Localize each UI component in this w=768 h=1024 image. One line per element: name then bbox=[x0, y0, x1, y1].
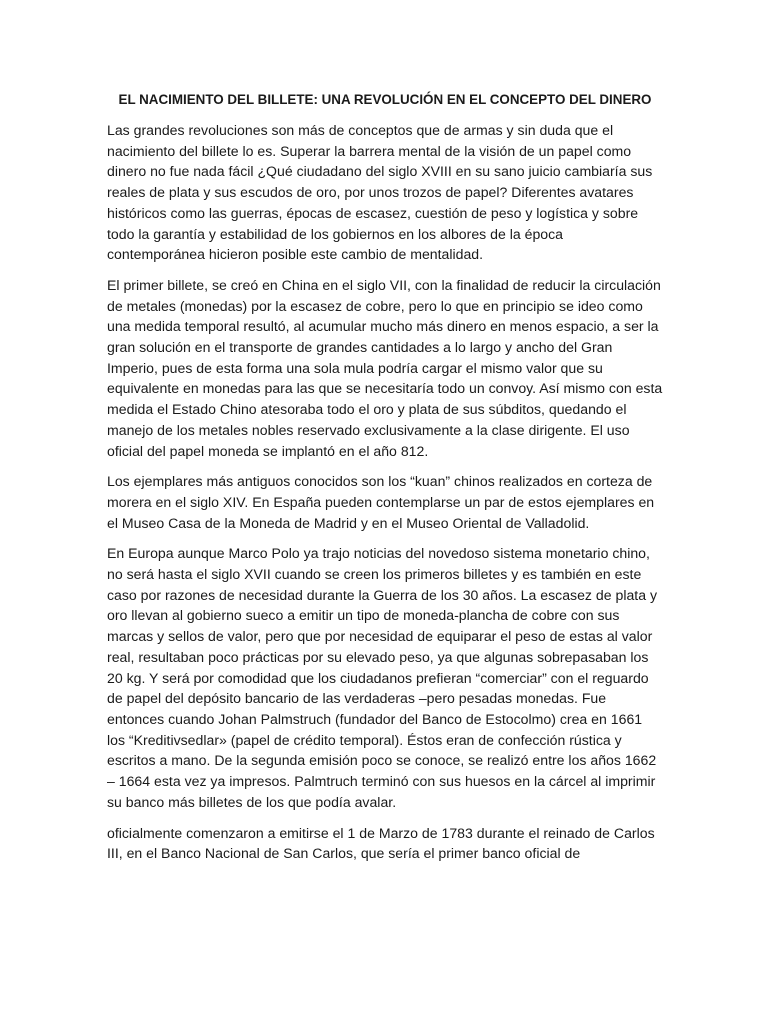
paragraph-4: En Europa aunque Marco Polo ya trajo noticias del novedoso sistema monetario chino, no será hasta el siglo XVII cuando se creen los primeros billetes y es también en este caso por razones de necesidad durante la Guerra de los 30 años. La escasez de plata y oro llevan al gobierno sueco a emitir un tipo de moneda-plancha de cobre con sus marcas y sellos de valor, pero que por necesidad de equiparar el peso de estas al valor real, resultaban poco prácticas por su elevado peso, ya que algunas sobrepasaban los 20 kg. Y será por comodidad que los ciudadanos prefieran “comerciar” con el reguardo de papel del depósito bancario de las verdaderas –pero pesadas monedas. Fue entonces cuando Johan Palmstruch (fundador del Banco de Estocolmo) crea en 1661 los “Kreditivsedlar» (papel de crédito temporal). Éstos eran de confección rústica y escritos a mano. De la segunda emisión poco se conoce, se realizó entre los años 1662 – 1664 esta vez ya impresos. Palmtruch terminó con sus huesos en la cárcel al imprimir su banco más billetes de los que podía avalar. bbox=[107, 545, 658, 810]
document-title: EL NACIMIENTO DEL BILLETE: UNA REVOLUCIÓN EN EL CONCEPTO DEL DINERO bbox=[118, 92, 652, 107]
document-body bbox=[107, 90, 663, 864]
paragraph-3: Los ejemplares más antiguos conocidos son los “kuan” chinos realizados en corteza de morera en el siglo XIV. En España pueden contemplarse un par de estos ejemplares en el Museo Casa de la Moneda de Madrid y en el Museo Oriental de Valladolid. bbox=[107, 473, 655, 531]
paragraph-2: El primer billete, se creó en China en el siglo VII, con la finalidad de reducir la circulación de metales (monedas) por la escasez de cobre, pero lo que en principio se ideo como una medida temporal resultó, al acumular mucho más dinero en menos espacio, a ser la gran solución en el transporte de grandes cantidades a lo largo y ancho del Gran Imperio, pues de esta forma una sola mula podría cargar el mismo valor que su equivalente en monedas para las que se necesitaría todo un convoy. Así mismo con esta medida el Estado Chino atesoraba todo el oro y plata de sus súbditos, quedando el manejo de los metales nobles reservado exclusivamente a la clase dirigente. El uso oficial del papel moneda se implantó en el año 812. bbox=[107, 276, 663, 459]
paragraph-1: Las grandes revoluciones son más de conceptos que de armas y sin duda que el nacimiento del billete lo es. Superar la barrera mental de la visión de un papel como dinero no fue nada fácil ¿Qué ciudadano del siglo XVIII en su sano juicio cambiaría sus reales de plata y sus escudos de oro, por unos trozos de papel? Diferentes avatares históricos como las guerras, épocas de escasez, cuestión de peso y logística y sobre todo la garantía y estabilidad de los gobiernos en los albores de la época contemporánea hicieron posible este cambio de mentalidad. bbox=[107, 122, 653, 263]
paragraph-5: oficialmente comenzaron a emitirse el 1 de Marzo de 1783 durante el reinado de Carlos III, en el Banco Nacional de San Carlos, que sería el primer banco oficial de bbox=[107, 824, 655, 862]
